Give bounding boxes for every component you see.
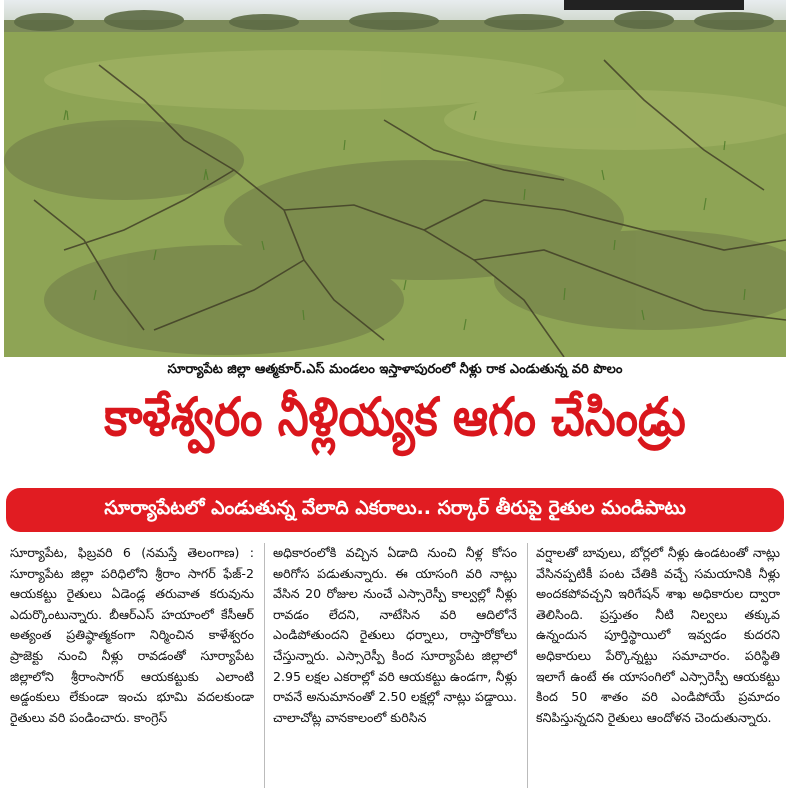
field-illustration [4, 0, 786, 357]
dry-paddy-field-photo [4, 0, 786, 357]
headline: కాళేశ్వరం నీళ్లియ్యక ఆగం చేసిండ్రు [104, 386, 686, 448]
article-column-3: వర్షాలతో బావులు, బోర్లలో నీళ్లు ఉండటంతో నాట్లు వేసినప్పటికీ పంట చేతికి వచ్చే సమయానికి నీళ్లు అందకపోవచ్చని ఇరిగేషన్ శాఖ అధికారుల ద్వారా తెలిసింది. ప్రస్తుతం నీటి నిల్వలు తక్కువ ఉన్నందున పూర్తిస్థాయిలో ఇవ్వడం కుదరని అధికారులు పేర్కొన్నట్టు సమాచారం. పరిస్థితి ఇలాగే ఉంటే ఈ యాసంగిలో ఎస్సారెస్పీ ఆయకట్టు కింద 50 శాతం వరి ఎండిపోయే ప్రమాదం కనిపిస్తున్నదని రైతులు ఆందోళన చెందుతున్నారు. [527, 543, 780, 788]
article-column-1: సూర్యాపేట, ఫిబ్రవరి 6 (నమస్తే తెలంగాణ) : సూర్యాపేట జిల్లా పరిధిలోని శ్రీరాం సాగర్ ఫేజ్-2 ఆయకట్టు రైతులు ఏడెండ్ల తరువాత కరువును ఎదుర్కొంటున్నారు. బీఆర్ఎస్ హయాంలో కేసీఆర్ అత్యంత ప్రతిష్ఠాత్మకంగా నిర్మించిన కాళేశ్వరం ప్రాజెక్టు నుంచి నీళ్లు రావడంతో సూర్యాపేట జిల్లాలోని శ్రీరాంసాగర్ ఆయకట్టుకు ఎలాంటి అడ్డంకులు లేకుండా ఇంచు భూమి వదలకుండా రైతులు వరి పండించారు. కాంగ్రెస్ [10, 545, 254, 725]
article-column-2: అధికారంలోకి వచ్చిన ఏడాది నుంచి నీళ్ల కోసం అరిగోస పడుతున్నారు. ఈ యాసంగి వరి నాట్లు వేసిన 20 రోజుల నుంచే ఎస్సారెస్పీ కాల్వల్లో నీళ్లు రావడం లేదని, నాటేసిన వరి ఆదిలోనే ఎండిపోతుందని రైతులు ధర్నాలు, రాస్తారోకోలు చేస్తున్నారు. ఎస్సారెస్పీ కింద సూర్యాపేట జిల్లాలో 2.95 లక్షల ఎకరాల్లో వరి ఆయకట్టు ఉండగా, నీళ్లు రావనే అనుమానంతో 2.50 లక్షల్లో నాట్లు పడ్డాయి. చాలాచోట్ల వానకాలంలో కురిసిన [264, 543, 517, 788]
subheadline-banner [6, 488, 784, 532]
subheadline-text: సూర్యాపేటలో ఎండుతున్న వేలాది ఎకరాలు.. సర్కార్ తీరుపై రైతుల మండిపాటు [104, 496, 686, 519]
photo-caption: సూర్యాపేట జిల్లా ఆత్మకూర్.ఎస్ మండలం ఇస్తాళాపురంలో నీళ్లు రాక ఎండుతున్న వరి పొలం [167, 362, 623, 377]
article-body [10, 543, 780, 788]
